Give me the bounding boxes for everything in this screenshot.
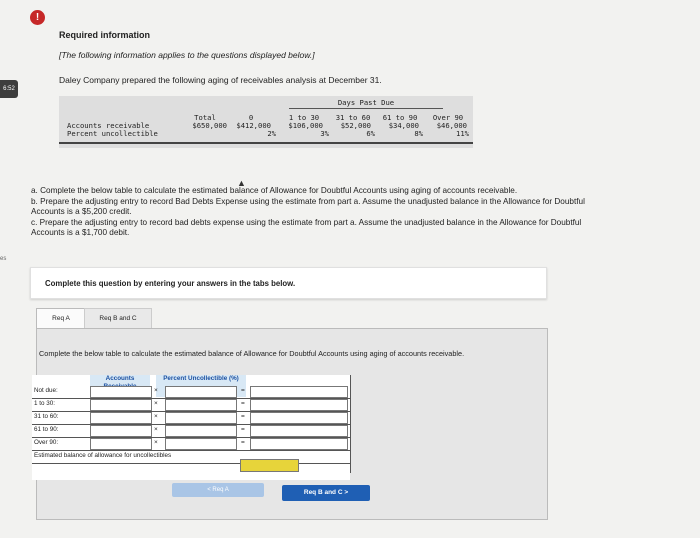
mouse-cursor-icon: ▲ xyxy=(237,178,246,188)
aging-amount: $52,000 xyxy=(340,121,371,130)
aging-col-head: 1 to 30 xyxy=(288,113,320,122)
multiply-icon: × xyxy=(154,400,158,407)
table-row xyxy=(32,411,350,425)
pct-input[interactable] xyxy=(165,412,237,424)
result-input[interactable] xyxy=(250,386,348,398)
aging-col-head: 31 to 60 xyxy=(335,113,371,122)
aging-col-head: 61 to 90 xyxy=(382,113,418,122)
result-input[interactable] xyxy=(250,438,348,450)
pct-input[interactable] xyxy=(165,399,237,411)
col-percent-uncollectible: Percent Uncollectible (%) xyxy=(156,375,246,397)
multiply-icon: × xyxy=(154,426,158,433)
side-mark: es xyxy=(0,256,7,262)
pct-input[interactable] xyxy=(165,425,237,437)
pct-input[interactable] xyxy=(165,386,237,398)
aging-pct: 3% xyxy=(320,129,329,138)
aging-pct: 8% xyxy=(414,129,423,138)
row-label: Over 90: xyxy=(34,439,59,446)
multiply-icon: × xyxy=(154,387,158,394)
table-row xyxy=(32,424,350,438)
equals-icon: = xyxy=(241,413,245,420)
required-info-subtitle: [The following information applies to the questions displayed below.] xyxy=(59,50,315,60)
task-b: b. Prepare the adjusting entry to record Bad Debts Expense using the estimate from part a. Assume the unadjusted balance in the Allowance for Doubtful Accounts is a $5,200 credit. xyxy=(31,197,585,216)
task-c: c. Prepare the adjusting entry to record bad debts expense using the estimate from part a. Assume the unadjusted balance in the Allowance for Doubtful Accounts is a $1,700 debit. xyxy=(31,218,582,237)
required-info-title: Required information xyxy=(59,30,151,40)
time-badge: 6:52 xyxy=(0,80,18,98)
multiply-icon: × xyxy=(154,413,158,420)
aging-amount: $412,000 xyxy=(236,121,271,130)
table-right-border xyxy=(350,375,351,473)
result-input[interactable] xyxy=(250,425,348,437)
ar-row-label: Accounts receivable xyxy=(67,121,150,130)
aging-col-head: 0 xyxy=(248,113,254,122)
aging-pct: 6% xyxy=(366,129,375,138)
aging-amount: $34,000 xyxy=(388,121,419,130)
equals-icon: = xyxy=(241,426,245,433)
row-label: 61 to 90: xyxy=(34,426,59,433)
instructions-text: Complete this question by entering your answers in the tabs below. xyxy=(45,279,296,288)
multiply-icon: × xyxy=(154,439,158,446)
ar-input[interactable] xyxy=(90,399,152,411)
equals-icon: = xyxy=(241,439,245,446)
instructions-box xyxy=(30,267,547,299)
tab-req-bc[interactable]: Req B and C xyxy=(84,308,152,330)
ar-input[interactable] xyxy=(90,386,152,398)
pct-input[interactable] xyxy=(165,438,237,450)
ar-input[interactable] xyxy=(90,438,152,450)
row-label: 31 to 60: xyxy=(34,413,59,420)
aging-col-head: Total xyxy=(194,113,216,122)
aging-table xyxy=(59,96,473,148)
row-label: 1 to 30: xyxy=(34,400,56,407)
aging-bottom-rule xyxy=(59,142,473,144)
tab-req-a[interactable]: Req A xyxy=(36,308,86,329)
result-input[interactable] xyxy=(250,399,348,411)
total-allowance-input[interactable] xyxy=(240,459,299,472)
aging-pct: 2% xyxy=(267,129,276,138)
panel-instructions: Complete the below table to calculate the estimated balance of Allowance for Doubtful Accounts using aging of accounts receivable. xyxy=(39,349,465,358)
alert-icon: ! xyxy=(30,10,45,25)
task-list xyxy=(31,186,591,239)
total-label: Estimated balance of allowance for uncollectibles xyxy=(34,452,172,459)
table-row xyxy=(32,398,350,412)
aging-amount: $106,000 xyxy=(288,121,323,130)
table-row xyxy=(32,437,350,451)
intro-text: Daley Company prepared the following aging of receivables analysis at December 31. xyxy=(59,75,382,85)
next-button[interactable]: Req B and C > xyxy=(282,485,370,501)
aging-amount: $46,000 xyxy=(436,121,467,130)
total-row xyxy=(32,450,350,464)
aging-pct: 11% xyxy=(456,129,469,138)
days-past-due-header: Days Past Due xyxy=(289,98,443,109)
prev-button[interactable]: < Req A xyxy=(172,483,264,497)
ar-input[interactable] xyxy=(90,425,152,437)
col-accounts-receivable: Accounts xyxy=(90,375,150,397)
aging-amount: $650,000 xyxy=(192,121,227,130)
equals-icon: = xyxy=(241,387,245,394)
task-a: a. Complete the below table to calculate the estimated balance of Allowance for Doubtful Accounts using aging of accounts receivable. xyxy=(31,186,518,195)
ar-input[interactable] xyxy=(90,412,152,424)
table-row xyxy=(32,385,350,399)
pct-row-label: Percent uncollectible xyxy=(67,129,158,138)
allowance-table xyxy=(32,375,350,480)
equals-icon: = xyxy=(241,400,245,407)
result-input[interactable] xyxy=(250,412,348,424)
aging-col-head: Over 90 xyxy=(432,113,464,122)
row-label: Not due: xyxy=(34,387,58,394)
